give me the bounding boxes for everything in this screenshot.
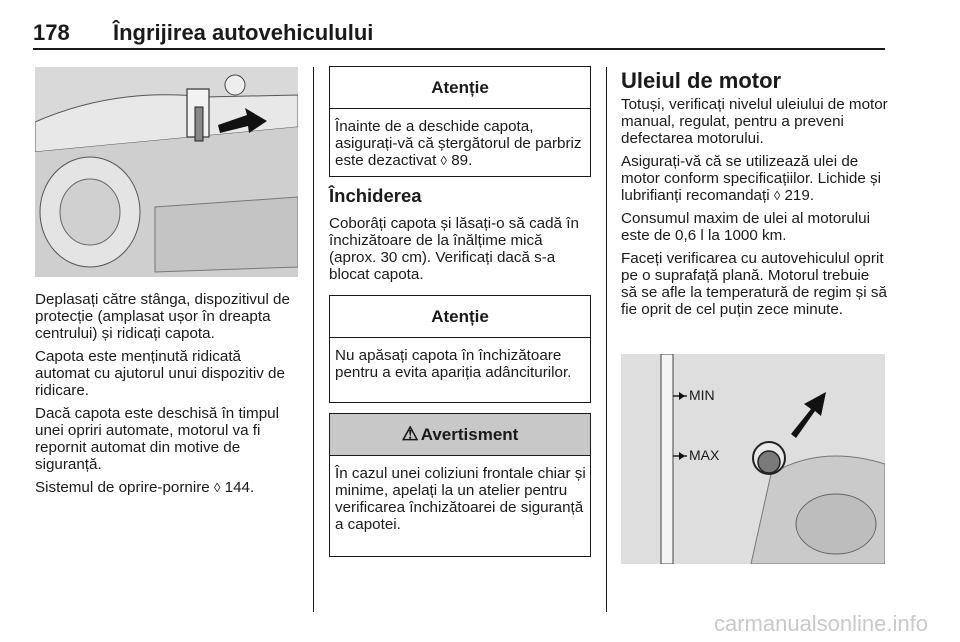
page-number: 178 bbox=[33, 20, 70, 45]
stop-start-text: Sistemul de oprire-pornire bbox=[35, 479, 210, 496]
column-3-text bbox=[621, 96, 889, 324]
column-divider-2 bbox=[606, 67, 607, 612]
caution-text: Înainte de a deschide capota, asigurați-vă că ștergătorul de parbriz este dezactivat bbox=[335, 118, 582, 169]
warning-box bbox=[329, 413, 591, 557]
reference-arrow-icon: ◊ bbox=[213, 480, 221, 495]
dipstick-drawing bbox=[621, 354, 885, 564]
page-title: Îngrijirea autovehiculului bbox=[113, 20, 374, 45]
watermark: carmanualsonline.info bbox=[713, 611, 928, 636]
caution-page-link[interactable]: 89. bbox=[451, 152, 473, 169]
caution-heading: Atenție bbox=[330, 296, 590, 338]
paragraph: Totuși, verificați nivelul uleiului de motor manual, regulat, pentru a preveni defectarea motorului. bbox=[621, 96, 888, 147]
stop-start-page-link[interactable]: 144. bbox=[224, 479, 255, 496]
dipstick-max-label: MAX bbox=[689, 447, 720, 463]
engine-oil-heading: Uleiul de motor bbox=[621, 68, 782, 93]
specification-page-link[interactable]: 219. bbox=[784, 187, 815, 204]
paragraph: Capota este menținută ridicată automat cu ajutorul unui dispozitiv de ridicare. bbox=[35, 348, 285, 399]
column-1-text bbox=[35, 291, 300, 502]
column-divider-1 bbox=[313, 67, 314, 612]
hood-latch-drawing bbox=[35, 67, 298, 277]
paragraph: Deplasați către stânga, dispozitivul de protecție (amplasat ușor în dreapta centrului) și ridicați capota. bbox=[35, 291, 290, 342]
specification-paragraph bbox=[621, 153, 889, 204]
closing-text: Coborâți capota și lăsați-o să cadă în închizătoare de la înălțime mică (aprox. 30 cm). Verificați dacă s-a blocat capota. bbox=[329, 215, 579, 283]
dipstick-min-label: MIN bbox=[689, 387, 715, 403]
caution-box-1 bbox=[329, 66, 591, 177]
caution-box-2 bbox=[329, 295, 591, 403]
warning-heading: Avertisment bbox=[420, 424, 519, 444]
stop-start-reference bbox=[35, 479, 300, 496]
warning-header bbox=[330, 414, 590, 456]
paragraph: Faceți verificarea cu autovehiculul oprit pe o suprafață plană. Motorul trebuie să se afle la temperatură de regim și să fie oprit de cel puțin zece minute. bbox=[621, 250, 887, 318]
reference-arrow-icon: ◊ bbox=[440, 153, 447, 168]
caution-body: Nu apăsați capota în închizătoare pentru a evita apariția adânciturilor. bbox=[335, 347, 572, 381]
paragraph: Dacă capota este deschisă în timpul unei opriri automate, motorul va fi repornit automat din motive de siguranță. bbox=[35, 405, 279, 473]
header-rule bbox=[33, 48, 885, 50]
caution-body bbox=[330, 109, 590, 169]
dipstick-illustration bbox=[621, 354, 885, 564]
warning-body: În cazul unei coliziuni frontale chiar și minime, apelați la un atelier pentru verificarea închizătoarei de siguranță a capotei. bbox=[335, 465, 586, 533]
caution-heading: Atenție bbox=[330, 67, 590, 109]
specification-text: Asigurați-vă că se utilizează ulei de motor conform specificațiilor. Lichide și lubrifianți recomandați bbox=[621, 153, 881, 204]
hood-latch-illustration bbox=[35, 67, 298, 277]
paragraph: Consumul maxim de ulei al motorului este de 0,6 l la 1000 km. bbox=[621, 210, 871, 244]
reference-arrow-icon: ◊ bbox=[773, 188, 781, 203]
warning-triangle-icon: ⚠ bbox=[401, 424, 419, 445]
closing-heading: Închiderea bbox=[329, 185, 422, 206]
